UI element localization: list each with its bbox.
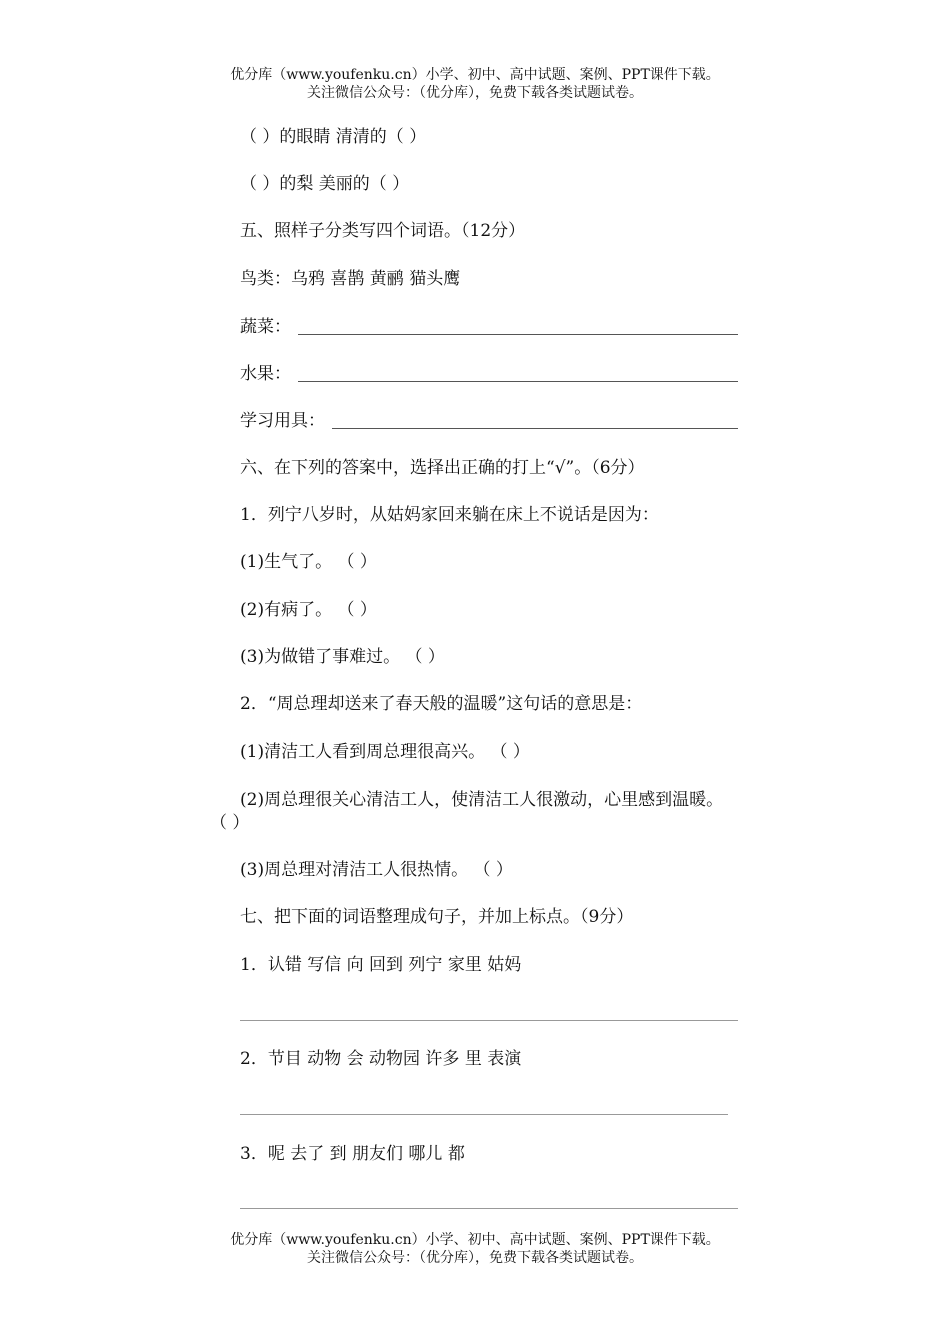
fill-blank-line-eyes: （ ）的眼睛 清清的（ ） — [240, 127, 427, 147]
page-footer — [0, 1231, 950, 1267]
vegetables-answer-line[interactable] — [298, 334, 738, 335]
question-1-option-3[interactable]: (3)为做错了事难过。 （ ） — [240, 647, 445, 667]
sentence-item-1: 1．认错 写信 向 回到 列宁 家里 姑妈 — [240, 955, 522, 975]
page-header — [0, 66, 950, 102]
question-1-option-2[interactable]: (2)有病了。 （ ） — [240, 600, 377, 620]
question-2-option-2-bracket[interactable]: （ ） — [210, 813, 250, 833]
fruits-answer-line[interactable] — [298, 381, 738, 382]
fill-blank-line-pear: （ ）的梨 美丽的（ ） — [240, 174, 410, 194]
sentence-1-answer-line[interactable] — [240, 1020, 738, 1021]
sentence-2-answer-line[interactable] — [240, 1114, 728, 1115]
question-2-option-1[interactable]: (1)清洁工人看到周总理很高兴。 （ ） — [240, 742, 530, 762]
section-5-title: 五、照样子分类写四个词语。（12分） — [240, 221, 526, 241]
vegetables-label: 蔬菜： — [240, 317, 291, 337]
section-5-example: 鸟类：乌鸦 喜鹊 黄鹂 猫头鹰 — [240, 269, 461, 289]
stationery-answer-line[interactable] — [332, 428, 738, 429]
footer-line-1: 优分库（www.youfenku.cn）小学、初中、高中试题、案例、PPT课件下载。 — [230, 1232, 720, 1248]
question-2-option-3[interactable]: (3)周总理对清洁工人很热情。 （ ） — [240, 860, 513, 880]
question-1: 1．列宁八岁时，从姑妈家回来躺在床上不说话是因为： — [240, 505, 659, 525]
sentence-item-2: 2．节目 动物 会 动物园 许多 里 表演 — [240, 1049, 522, 1069]
section-7-title: 七、把下面的词语整理成句子，并加上标点。（9分） — [240, 907, 634, 927]
section-6-title: 六、在下列的答案中，选择出正确的打上“√”。（6分） — [240, 458, 645, 478]
stationery-label: 学习用具： — [240, 411, 325, 431]
sentence-item-3: 3．呢 去了 到 朋友们 哪儿 都 — [240, 1144, 465, 1164]
question-2: 2．“周总理却送来了春天般的温暖”这句话的意思是： — [240, 694, 643, 714]
sentence-3-answer-line[interactable] — [240, 1208, 738, 1209]
question-2-option-2[interactable]: (2)周总理很关心清洁工人，使清洁工人很激动，心里感到温暖。 — [240, 790, 724, 810]
footer-line-2: 关注微信公众号：（优分库），免费下载各类试题试卷。 — [307, 1250, 643, 1266]
header-line-1: 优分库（www.youfenku.cn）小学、初中、高中试题、案例、PPT课件下载。 — [230, 67, 720, 83]
fruits-label: 水果： — [240, 364, 291, 384]
header-line-2: 关注微信公众号：（优分库），免费下载各类试题试卷。 — [307, 85, 643, 101]
question-1-option-1[interactable]: (1)生气了。 （ ） — [240, 552, 377, 572]
